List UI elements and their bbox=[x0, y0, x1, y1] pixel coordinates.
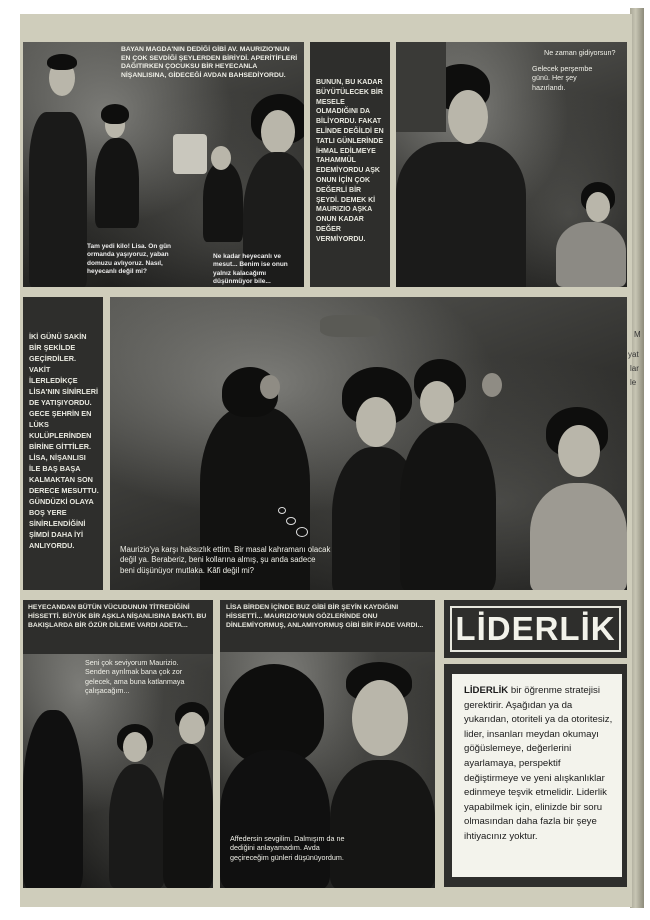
ad-text-box bbox=[444, 664, 627, 887]
page-edge bbox=[630, 8, 644, 908]
face-woman-seated bbox=[586, 192, 610, 222]
figure-man-right bbox=[163, 744, 213, 888]
hair-man-left bbox=[47, 54, 77, 70]
figure-woman-back bbox=[220, 750, 330, 888]
ad-text-panel bbox=[452, 674, 622, 877]
panel-7-speech: Affedersin sevgilim. Dalmışım da ne dediğini anlayamadım. Avda geçireceğim günleri düşünüyordum. bbox=[230, 834, 345, 862]
panel-1-speech-left: Tam yedi kilo! Lisa. On gün ormanda yaşıyoruz, yaban domuzu avlıyoruz. Nasıl, heyecanlı değil mi? bbox=[87, 243, 172, 276]
edge-letter-3: lar bbox=[630, 364, 639, 373]
ad-body: bir öğrenme stratejisi gerektirir. Aşağıdan ya da yukarıdan, otoriteli ya da otoritesiz, lider, insanları meydan okumayı göğüslemeye, değerlerini ayarlamaya, perspektif değiştirmeye ve yeni alışkanlıklar edinmeye teşvik etmelidir. Liderlik yapabilmek için, elinizde bir soru olmasından daha fazla bir şeye ihtiyacınız yoktur. bbox=[464, 685, 613, 842]
figure-woman-seated bbox=[556, 222, 626, 287]
face-man-right bbox=[179, 712, 205, 744]
hair-woman-mid bbox=[101, 104, 129, 124]
figure-man-seated bbox=[203, 162, 243, 242]
figure-woman-center bbox=[109, 764, 165, 888]
figure-man-left-dark bbox=[23, 710, 83, 888]
panel-6-speech: Seni çok seviyorum Maurizio. Senden ayrılmak bana çok zor gelecek, ama buna katlanmaya çalışacağım... bbox=[85, 658, 185, 696]
panel-6-narration: HEYECANDAN BÜTÜN VÜCUDUNUN TİTREDİĞİNİ HİSSETTİ. BÜYÜK BİR AŞKLA NİŞANLISINA BAKTI. BU BAKIŞLARDA BİR ÖZÜR DİLEME VARDI ADETA... bbox=[28, 604, 207, 629]
panel-3-speech-top: Ne zaman gidiyorsun? bbox=[544, 48, 616, 57]
panel-2-narration-box bbox=[310, 42, 390, 287]
figure-man-back bbox=[396, 142, 526, 287]
thought-bubble-2 bbox=[286, 517, 296, 525]
edge-letter-4: le bbox=[630, 378, 637, 387]
face-man-seated bbox=[211, 146, 231, 170]
figure-man-left bbox=[29, 112, 87, 287]
panel-4-narration: İKİ GÜNÜ SAKİN BİR ŞEKİLDE GEÇİRDİLER. VAKİT İLERLEDİKÇE LİSA'NIN SİNİRLERİ DE YATIŞIYORDU. GECE ŞEHRİN EN LÜKS KULÜPLERİNDEN BİRİNE GİTTİLER. LİSA, NİŞANLISI İLE BAŞ BAŞA KALMAKTAN SON DERECE MESUTTU. GÜNDÜZKİ OLAYA BOŞ YERE SİNİRLENDİĞİNİ ŞİMDİ DAHA İYİ ANLIYORDU. bbox=[29, 332, 99, 550]
panel-6-photo bbox=[23, 600, 213, 888]
panel-5-photo bbox=[110, 297, 627, 590]
panel-1-photo bbox=[23, 42, 304, 287]
curtain bbox=[396, 42, 446, 132]
chandelier bbox=[320, 315, 380, 337]
lamp bbox=[173, 134, 207, 174]
thought-bubble-1 bbox=[278, 507, 286, 514]
panel-1-speech-right: Ne kadar heyecanlı ve mesut... Benim ise onun yalnız kalacağımı düşünmüyor bile... bbox=[213, 253, 288, 286]
figure-man-front bbox=[330, 760, 435, 888]
face-woman-right bbox=[558, 425, 600, 477]
panel-7-narration: LİSA BİRDEN İÇİNDE BUZ GİBİ BİR ŞEYİN KAYDIĞINI HİSSETTİ... MAURIZIO'NUN GÖZLERİNDE ONU DİNLEMİYORMUŞ, ANLAMIYORMUŞ GİBİ BİR İFADE VARDI... bbox=[226, 604, 424, 629]
panel-4-narration-box bbox=[23, 297, 103, 590]
ad-title-frame bbox=[450, 606, 621, 652]
face-background-2 bbox=[482, 373, 502, 397]
panel-2-narration: BUNUN, BU KADAR BÜYÜTÜLECEK BİR MESELE OLMADIĞINI DA BİLİYORDU. FAKAT ELİNDE DEĞİLDİ EN TATLI GÜNLERİNDE İHMAL EDİLMEYE TAHAMMÜL EDEMİYORDU AŞK ONUN İÇİN ÇOK DEĞERLİ BİR ŞEYDİ. DEMEK Kİ MAURIZIO AŞKA ONUN KADAR DEĞER VERMİYORDU. bbox=[316, 79, 384, 243]
figure-man-dancer bbox=[400, 423, 496, 590]
face-man-back bbox=[448, 90, 488, 144]
panel-7-narration-box bbox=[220, 600, 435, 652]
ad-title: LİDERLİK bbox=[455, 610, 616, 647]
panel-7-photo bbox=[220, 600, 435, 888]
hair-woman-back bbox=[224, 664, 324, 764]
edge-letter-2: yat bbox=[628, 350, 639, 359]
panel-1-narration: BAYAN MAGDA'NIN DEDİĞİ GİBİ AV. MAURIZIO'NUN EN ÇOK SEVDİĞİ ŞEYLERDEN BİRİYDİ. APERİTİFLERİ DAĞITIRKEN ÇOCUKSU BİR HEYECANLA NİŞANLISINA, GİDECEĞİ AVDAN BAHSEDİYORDU. bbox=[121, 46, 298, 79]
face-woman-right bbox=[261, 110, 295, 154]
edge-letter-1: M bbox=[634, 330, 641, 339]
figure-woman-right bbox=[530, 483, 627, 590]
face-woman-center bbox=[123, 732, 147, 762]
thought-bubble-3 bbox=[296, 527, 308, 537]
ad-title-box bbox=[444, 600, 627, 658]
panel-3-photo bbox=[396, 42, 627, 287]
panel-5-thought: Maurizio'ya karşı haksızlık ettim. Bir masal kahramanı olacak değil ya. Beraberiz, beni kollarına almış, şu anda sadece beni düşünüyor mutlaka. Kâfi değil mi? bbox=[120, 545, 331, 575]
face-woman-center bbox=[356, 397, 396, 447]
face-man-front bbox=[352, 680, 408, 756]
ad-lead: LİDERLİK bbox=[464, 685, 509, 696]
panel-6-narration-box bbox=[23, 600, 213, 654]
face-man-dancer bbox=[420, 381, 454, 423]
face-background-1 bbox=[260, 375, 280, 399]
panel-3-speech-reply: Gelecek perşembe günü. Her şey hazırlandı. bbox=[532, 64, 593, 92]
ad-text bbox=[464, 684, 614, 845]
figure-woman-mid bbox=[95, 138, 139, 228]
